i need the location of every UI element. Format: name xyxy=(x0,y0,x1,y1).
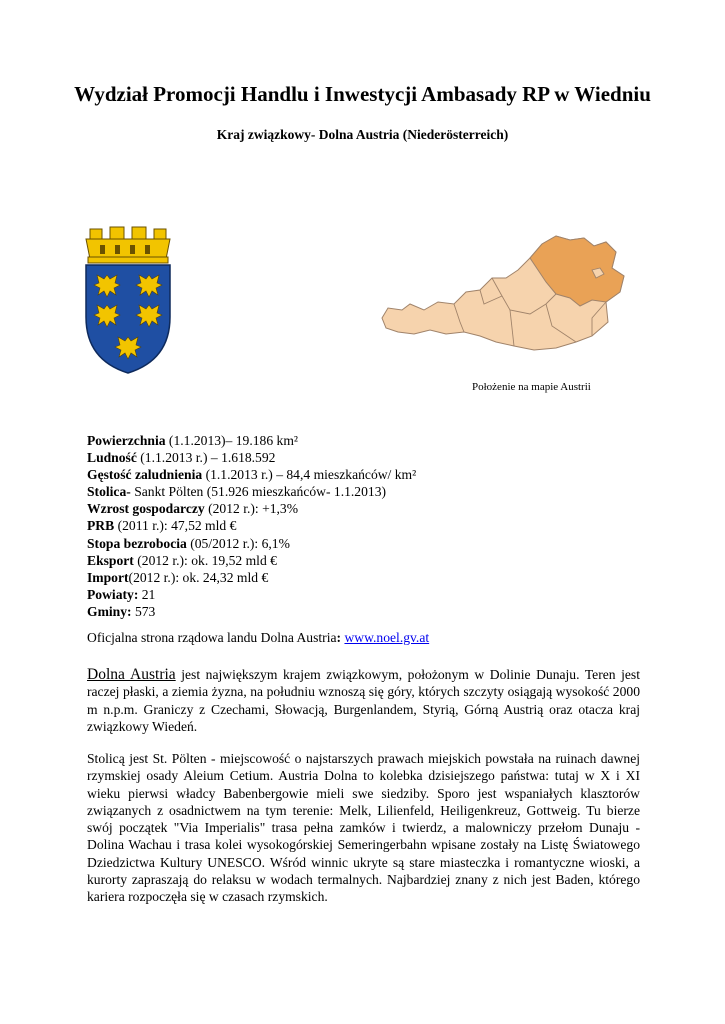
official-site-label: Oficjalna strona rządowa landu Dolna Austria xyxy=(87,630,337,645)
fact-export: Eksport (2012 r.): ok. 19,52 mld € xyxy=(87,552,277,568)
fact-gdp: PRB (2011 r.): 47,52 mld € xyxy=(87,518,237,534)
fact-import: Import(2012 r.): ok. 24,32 mld € xyxy=(87,569,269,585)
region-name: Dolna Austria xyxy=(87,666,176,683)
official-site-link[interactable]: www.noel.gv.at xyxy=(344,630,430,645)
official-site-colon: : xyxy=(336,630,342,645)
mural-crown-icon xyxy=(86,227,170,263)
fact-density: Gęstość zaludnienia (1.1.2013 r.) – 84,4 mieszkańców/ km² xyxy=(87,467,417,483)
map-caption: Położenie na mapie Austrii xyxy=(472,381,591,393)
paragraph-history: Stolicą jest St. Pölten - miejscowość o najstarszych prawach miejskich powstała na ruinach dawnej rzymskiej osady Aleium Cetium. Austria Dolna to kolebka dzisiejszego państwa: tutaj w X i XI wieku pierwsi władcy Babenbergowie mieli swe siedziby. Sporo jest wspaniałych klasztorów związanych z osadnictwem na tym terenie: Melk, Lilienfeld, Heiligenkreuz, Gottweig. Tu bierze swój początek "Via Imperialis" trasa pełna zamków i twierdz, a malowniczy przełom Dunaju - Dolina Wachau i trasa kolei wysokogórskiej Semeringerbahn wpisane zostały na Listę Światowego Dziedzictwa Kultury UNESCO. Wśród winnic ukryte są stare miasteczka i romantyczne wioski, a kurorty zapraszają do relaksu w wodach termalnych. Najbardziej znany z nich jest Baden, którego kariera rozpoczęła się w czasach rzymskich. xyxy=(87,751,640,905)
page-subtitle: Kraj związkowy- Dolna Austria (Niederösterreich) xyxy=(216,127,509,142)
fact-unemployment: Stopa bezrobocia (05/2012 r.): 6,1% xyxy=(87,535,290,551)
fact-population: Ludność (1.1.2013 r.) – 1.618.592 xyxy=(87,450,276,466)
page-title: Wydział Promocji Handlu i Inwestycji Ambasady RP w Wiedniu xyxy=(74,82,651,106)
coat-of-arms-image xyxy=(80,225,176,375)
paragraph-intro: Dolna Austria jest największym krajem związkowym, położonym w Dolinie Dunaju. Teren jest raczej płaski, a ziemia żyzna, na południu wznoszą się góry, których szczyty osiągają wysokość 2000 m n.p.m. Graniczy z Czechami, Słowacją, Burgenlandem, Styrią, Górną Austrią oraz otacza kraj związkowy Wiedeń. xyxy=(87,666,640,734)
fact-districts: Powiaty: 21 xyxy=(87,586,156,602)
fact-area: Powierzchnia (1.1.2013)– 19.186 km² xyxy=(87,433,298,448)
austria-map-image xyxy=(380,230,630,360)
fact-capital: Stolica- Sankt Pölten (51.926 mieszkańców- 1.1.2013) xyxy=(87,484,387,500)
official-site-line xyxy=(87,630,429,646)
fact-municipalities: Gminy: 573 xyxy=(87,603,156,619)
facts-list xyxy=(87,432,647,620)
fact-growth: Wzrost gospodarczy (2012 r.): +1,3% xyxy=(87,501,299,517)
